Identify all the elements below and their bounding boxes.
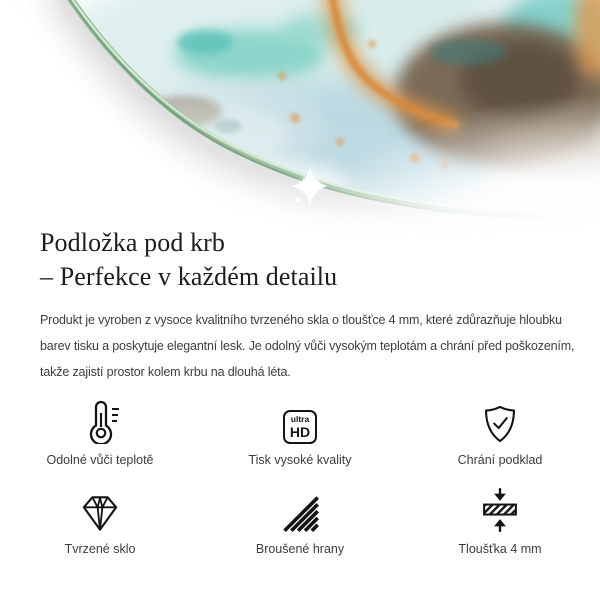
feature-tempered-glass [0,483,200,556]
title-line-2: – Perfekce v každém detailu [40,262,338,291]
feature-polished-edges [200,483,400,556]
feature-thickness [400,483,600,556]
shield-check-icon [482,404,518,444]
ultra-hd-icon-text-bottom: HD [289,423,311,440]
feature-label: Chrání podklad [457,453,543,467]
thickness-icon [480,487,520,533]
page-title [40,226,590,294]
ultra-hd-icon [283,410,317,444]
product-description [40,307,590,385]
feature-label: Broušené hrany [255,542,345,556]
diamond-icon [77,493,123,533]
feature-label: Tvrzené sklo [64,542,136,556]
feature-protects-surface [400,394,600,467]
description-line: takže zajistí prostor kolem krbu na dlouhá léta. [40,365,291,379]
feature-label: Tloušťka 4 mm [458,542,542,556]
description-line: Produkt je vyroben z vysoce kvalitního tvrzeného skla o tloušťce 4 mm, které zdůrazňuje hloubku [40,313,562,327]
feature-heat-resistant [0,394,200,467]
feature-print-quality [200,394,400,467]
description-line: barev tisku a poskytuje elegantní lesk. Je odolný vůči vysokým teplotám a chrání před poškozením, [40,339,575,353]
glass-pad-image [0,0,600,260]
product-photo [0,0,600,260]
beveled-edges-icon [280,493,320,533]
feature-label: Tisk vysoké kvality [248,453,352,467]
feature-grid [0,394,600,556]
ultra-hd-icon-text-top: ultra [290,414,310,425]
thermometer-icon [78,400,122,444]
feature-label: Odolné vůči teplotě [46,453,154,467]
title-line-1: Podložka pod krb [40,228,226,257]
